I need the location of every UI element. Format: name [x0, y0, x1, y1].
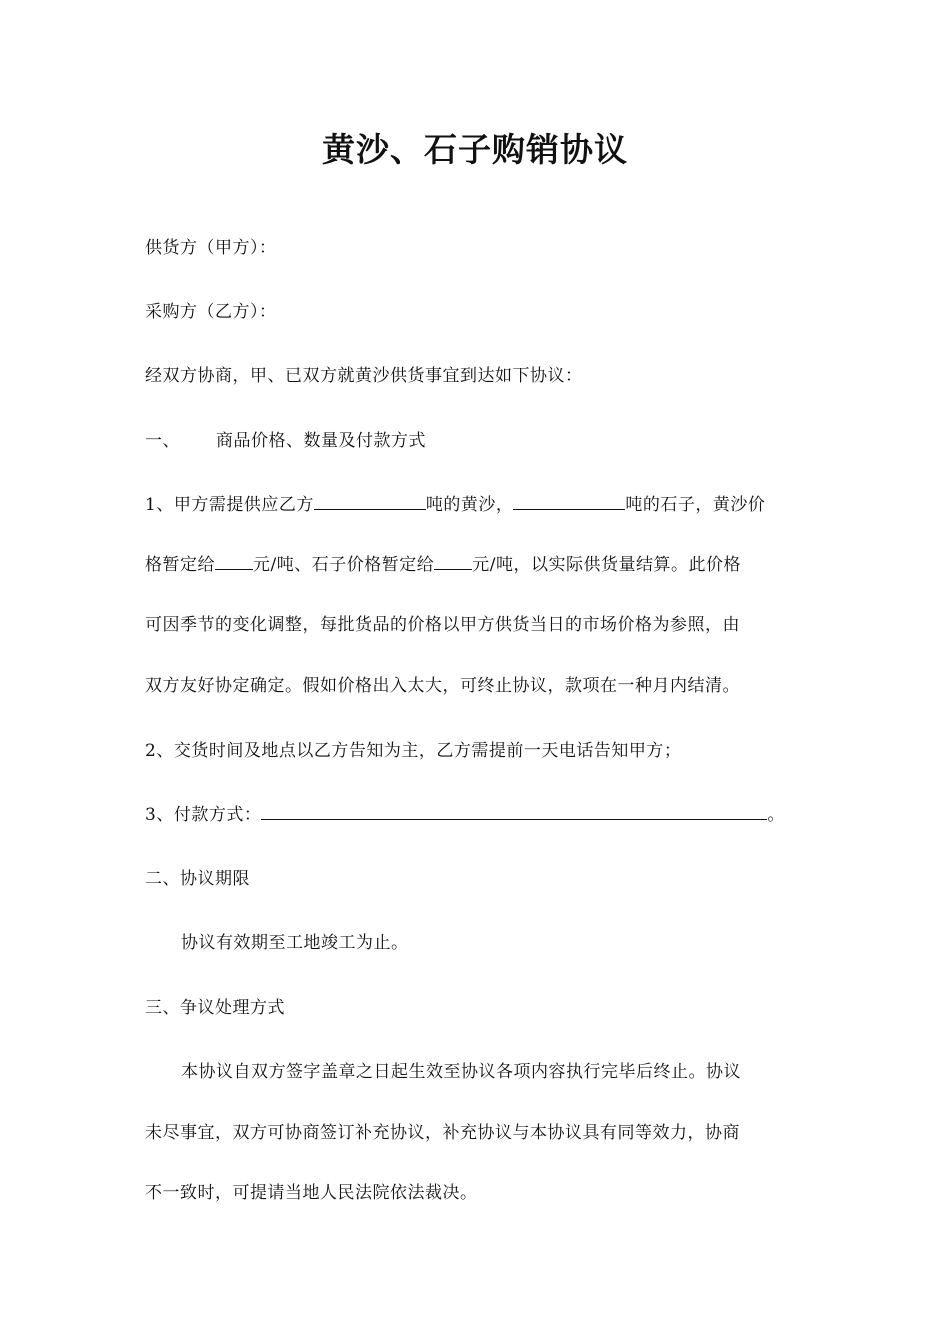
- section-1-number: 一、: [145, 431, 180, 451]
- payment-end: 。: [767, 805, 785, 825]
- sand-price-blank[interactable]: [215, 551, 253, 570]
- item-3-payment: [145, 801, 815, 829]
- item-2: 2、交货时间及地点以乙方告知为主，乙方需提前一天电话告知甲方；: [145, 741, 682, 761]
- section-3-heading: 三、争议处理方式: [145, 998, 285, 1018]
- section-3-line-2: 未尽事宜，双方可协商签订补充协议，补充协议与本协议具有同等效力，协商: [145, 1123, 740, 1143]
- item-1-text: 吨的黄沙，: [425, 495, 514, 515]
- sand-quantity-blank[interactable]: [314, 491, 426, 510]
- item-1-line-1: [145, 491, 815, 519]
- item-1-line-2: [145, 551, 815, 579]
- section-3-line-3: 不一致时，可提请当地人民法院依法裁决。: [145, 1183, 478, 1203]
- section-2-heading: 二、协议期限: [145, 869, 250, 889]
- section-1-title: 商品价格、数量及付款方式: [216, 431, 426, 451]
- intro-paragraph: 经双方协商，甲、已双方就黄沙供货事宜到达如下协议：: [145, 366, 583, 386]
- stone-price-blank[interactable]: [434, 551, 472, 570]
- payment-method-blank[interactable]: [261, 801, 767, 820]
- item-1-line-4: 双方友好协定确定。假如价格出入太大，可终止协议，款项在一种月内结清。: [145, 676, 740, 696]
- section-2-body: 协议有效期至工地竣工为止。: [181, 933, 409, 953]
- section-1-heading: [145, 427, 815, 455]
- item-1-text: 吨的石子，黄沙价: [625, 495, 766, 515]
- supplier-label: 供货方（甲方）：: [145, 238, 277, 258]
- buyer-label: 采购方（乙方）：: [145, 302, 277, 322]
- item-1-text: 元/吨、石子价格暂定给: [253, 555, 435, 575]
- item-1-text: 元/吨，以实际供货量结算。此价格: [472, 555, 741, 575]
- document-title: 黄沙、石子购销协议: [322, 130, 628, 169]
- item-1-text: 格暂定给: [145, 555, 215, 575]
- payment-label: 3、付款方式：: [145, 805, 262, 825]
- item-1-line-3: 可因季节的变化调整，每批货品的价格以甲方供货当日的市场价格为参照，由: [145, 615, 740, 635]
- item-1-text: 1、甲方需提供应乙方: [145, 495, 314, 515]
- stone-quantity-blank[interactable]: [513, 491, 625, 510]
- section-3-line-1: 本协议自双方签字盖章之日起生效至协议各项内容执行完毕后终止。协议: [181, 1062, 741, 1082]
